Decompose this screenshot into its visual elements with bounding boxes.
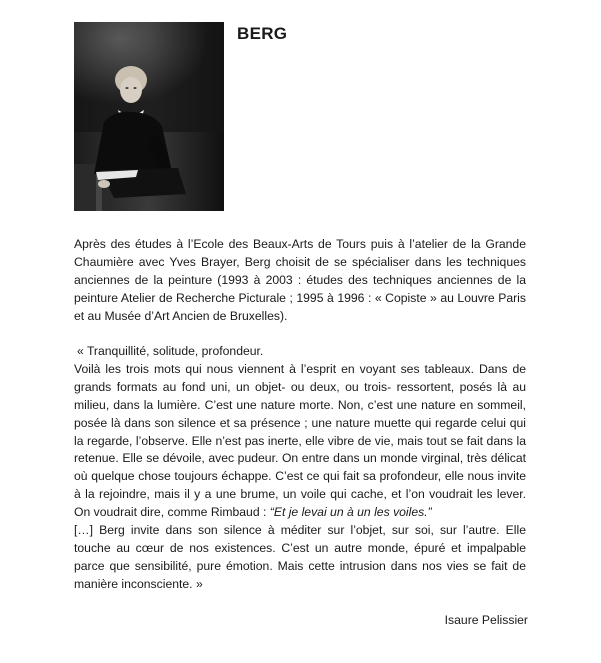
review-quote	[74, 343, 526, 594]
artist-name-title: BERG	[237, 24, 288, 43]
quote-opening-line: « Tranquillité, solitude, profondeur.	[77, 344, 264, 358]
quote-body-text: Voilà les trois mots qui nous viennent à l’esprit en voyant ses tableaux. Dans de grands formats au fond uni, un objet- ou deux, ou trois- ressortent, posés là au milieu, dans la lumière. C’est une nature morte. Non, c’est une nature en sommeil, posée là dans son silence et sa présence ; une nature muette qui regarde celui qui la regarde, l’observe. Elle n’est pas inerte, elle vibre de vie, mais tout se fait dans la retenue. Elle se dévoile, avec pudeur. On entre dans un monde virginal, très délicat où quelque chose toujours échappe. C’est ce qui fait sa profondeur, elle nous invite à la rejoindre, mais il y a une brume, un voile qui cache, et l’on voudrait les lever. On voudrait dire, comme Rimbaud :	[74, 361, 526, 520]
rimbaud-citation-text: “Et je levai un à un les voiles.”	[269, 505, 432, 520]
quote-closing-text: […] Berg invite dans son silence à méditer sur l’objet, sur soi, sur l’autre. Elle touche au cœur de nos existences. C’est un autre monde, épuré et impalpable parce que sensibilité, pure émotion. Mais cette intrusion dans nos vies se fait de manière inconsciente. »	[74, 523, 526, 591]
biography-paragraph: Après des études à l’Ecole des Beaux-Arts de Tours puis à l’atelier de la Grande Chaumière avec Yves Brayer, Berg choisit de se spécialiser dans les techniques anciennes de la peinture (1993 à 2003 : études des techniques anciennes de la peinture Atelier de Recherche Picturale ; 1995 à 1996 : « Copiste » au Louvre Paris et au Musée d’Art Ancien de Bruxelles).	[74, 237, 526, 323]
artist-portrait-photo	[74, 22, 224, 211]
author-signature: Isaure Pelissier	[444, 613, 528, 627]
artist-portrait-illustration	[74, 22, 224, 211]
rimbaud-citation	[270, 505, 432, 519]
